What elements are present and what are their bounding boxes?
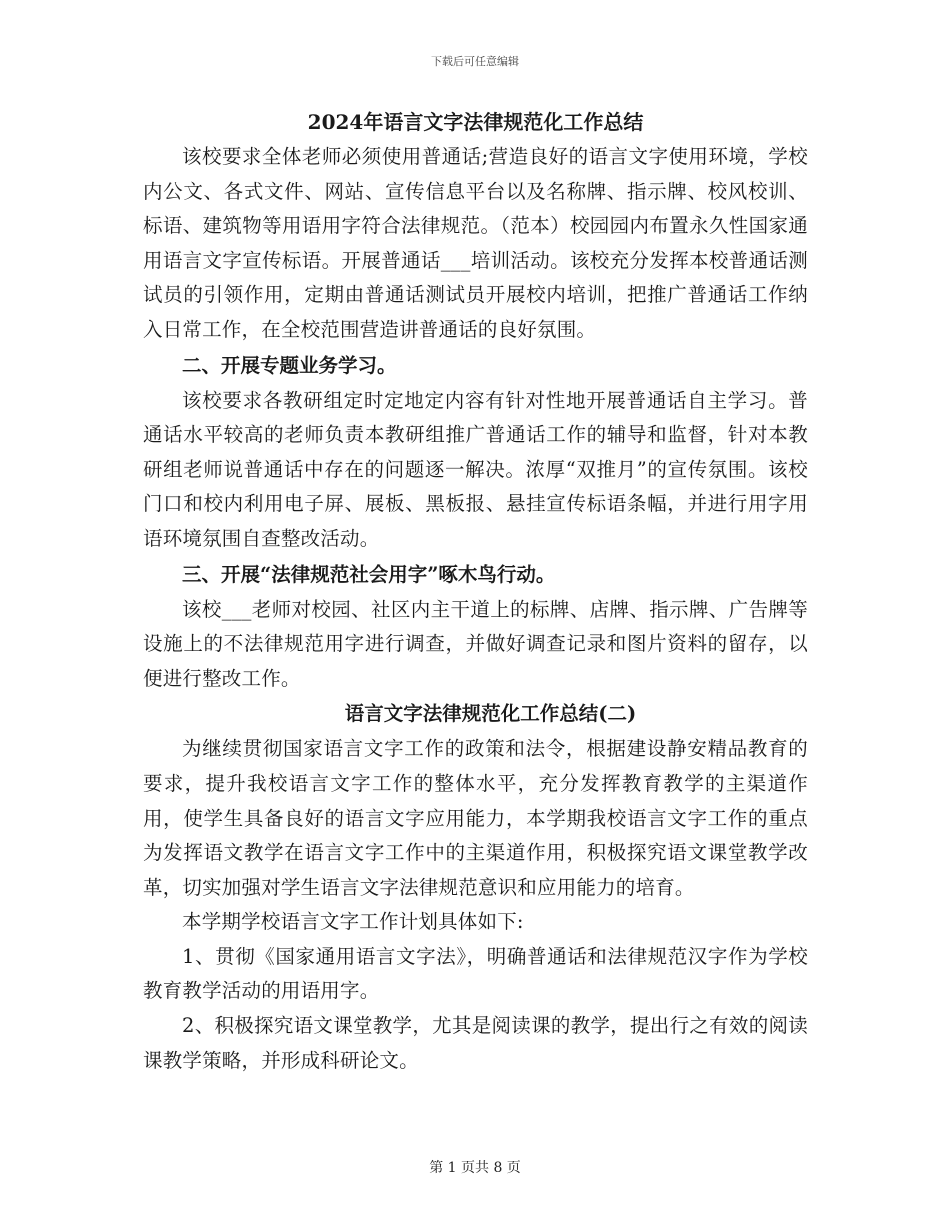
page-number: 第 1 页共 8 页: [429, 1160, 521, 1176]
section2-paragraph: 该校要求各教研组定时定地定内容有针对性地开展普通话自主学习。普通话水平较高的老师负责本教研组推广普通话工作的辅导和监督，针对本教研组老师说普通话中存在的问题逐一解决。浓厚“双推月”的宣传氛围。该校门口和校内利用电子屏、展板、黑板报、悬挂宣传标语条幅，并进行用字用语环境氛围自查整改活动。: [143, 388, 808, 550]
part2-item-1: 1、贯彻《国家通用语言文字法》，明确普通话和法律规范汉字作为学校教育教学活动的用语用字。: [143, 944, 808, 1003]
section3-paragraph: 该校___老师对校园、社区内主干道上的标牌、店牌、指示牌、广告牌等设施上的不法律规范用字进行调查，并做好调查记录和图片资料的留存，以便进行整改工作。: [143, 597, 808, 690]
section1-paragraph: 该校要求全体老师必须使用普通话;营造良好的语言文字使用环境，学校内公文、各式文件、网站、宣传信息平台以及名称牌、指示牌、校风校训、标语、建筑物等用语用字符合法律规范。（范本）校园园内布置永久性国家通用语言文字宣传标语。开展普通话___培训活动。该校充分发挥本校普通话测试员的引领作用，定期由普通话测试员开展校内培训，把推广普通话工作纳入日常工作，在全校范围营造讲普通话的良好氛围。: [143, 145, 808, 341]
part2-item-2: 2、积极探究语文课堂教学，尤其是阅读课的教学，提出行之有效的阅读课教学策略，并形成科研论文。: [143, 1014, 808, 1072]
part2-paragraph-1: 为继续贯彻国家语言文字工作的政策和法令，根据建设静安精品教育的要求，提升我校语言文字工作的整体水平，充分发挥教育教学的主渠道作用，使学生具备良好的语言文字应用能力，本学期我校语言文字工作的重点为发挥语文教学在语言文字工作中的主渠道作用，积极探究语文课堂教学改革，切实加强对学生语言文字法律规范意识和应用能力的培育。: [143, 737, 808, 899]
header-note: 下载后可任意编辑: [431, 55, 519, 68]
document-title: 2024年语言文字法律规范化工作总结: [307, 110, 644, 134]
part2-paragraph-2: 本学期学校语言文字工作计划具体如下:: [182, 910, 524, 934]
second-document-title: 语言文字法律规范化工作总结(二): [344, 702, 637, 726]
section3-heading: 三、开展“法律规范社会用字”啄木鸟行动。: [182, 562, 556, 586]
document-body: [143, 104, 808, 1078]
section2-heading: 二、开展专题业务学习。: [182, 353, 397, 377]
